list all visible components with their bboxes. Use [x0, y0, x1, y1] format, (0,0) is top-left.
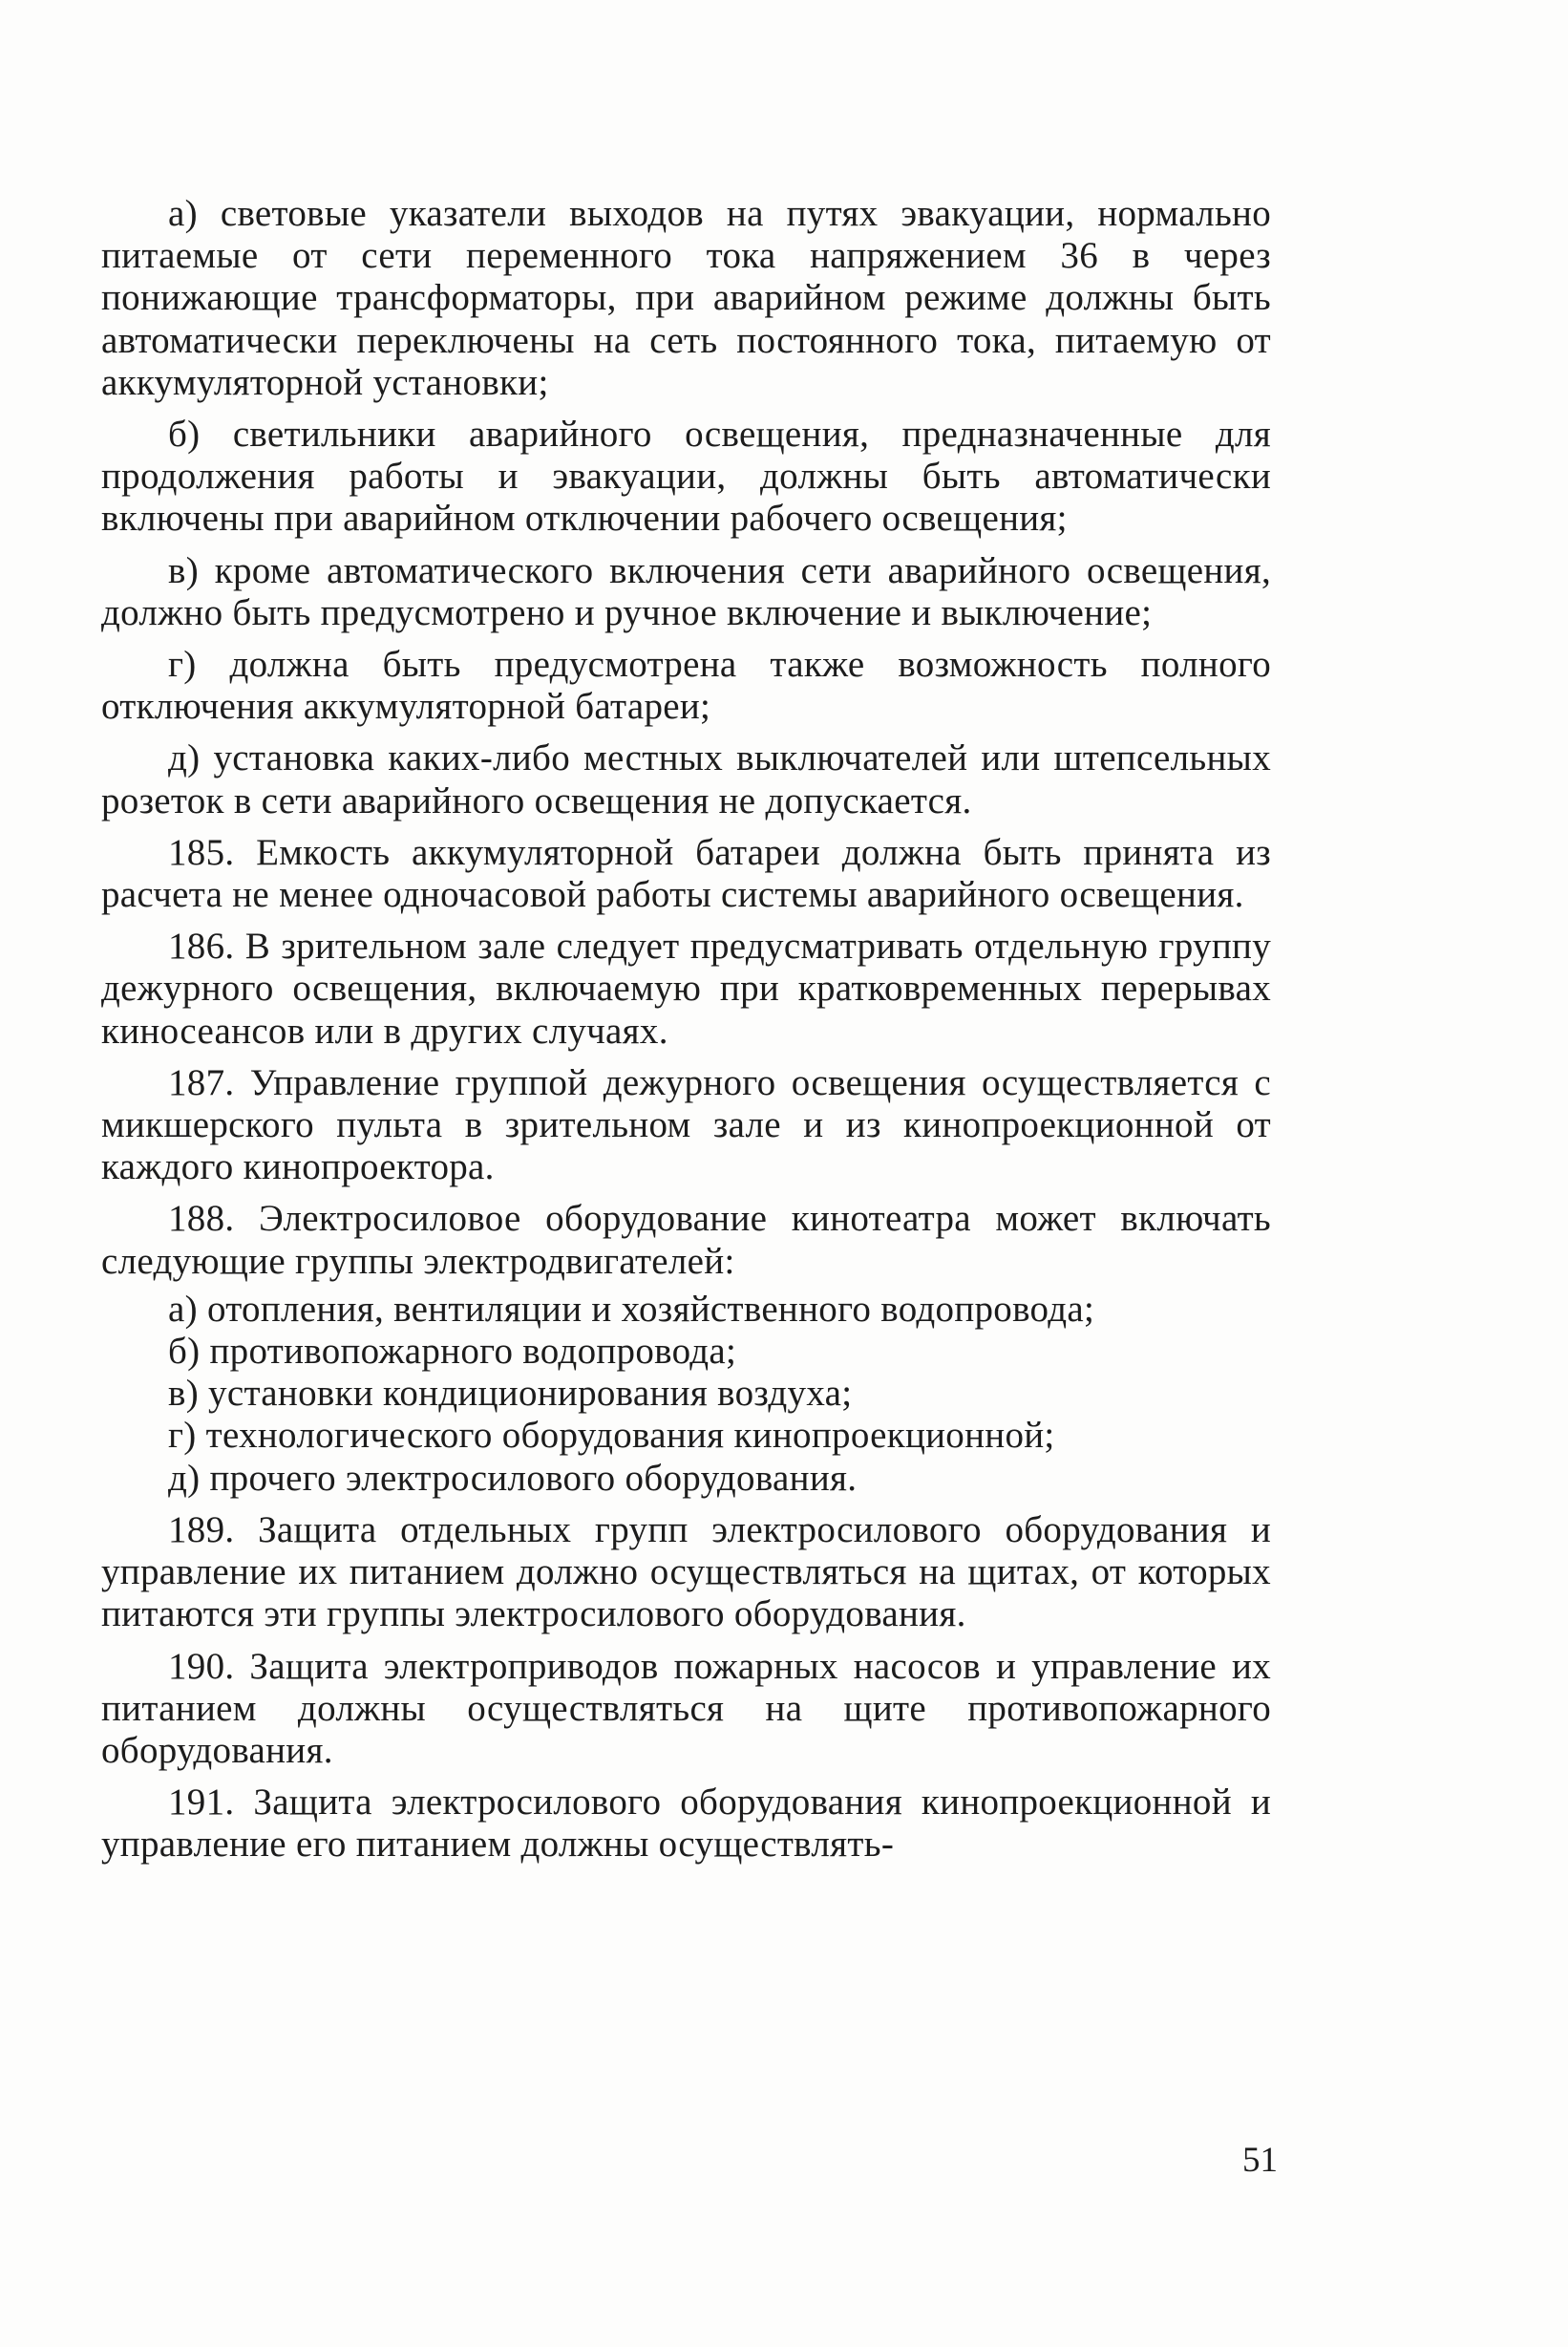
- paragraph-188: 188. Электросиловое оборудование кинотеатра может включать следующие группы электродвигателей:: [101, 1198, 1271, 1282]
- list-item: в) установки кондиционирования воздуха;: [168, 1373, 853, 1415]
- paragraph-186: 186. В зрительном зале следует предусматривать отдельную группу дежурного освещения, включаемую при кратковременных перерывах киносеансов или в других случаях.: [101, 926, 1271, 1052]
- paragraph-191: 191. Защита электросилового оборудования кинопроекционной и управление его питанием должны осуществлять-: [101, 1782, 1271, 1866]
- paragraph-item-g-battery-disconnect: г) должна быть предусмотрена также возможность полного отключения аккумуляторной батареи;: [101, 644, 1271, 728]
- paragraph-187: 187. Управление группой дежурного освещения осуществляется с микшерского пульта в зрительном зале и из кинопроекционной от каждого кинопроектора.: [101, 1061, 1271, 1188]
- list-item: а) отопления, вентиляции и хозяйственного водопровода;: [168, 1288, 1095, 1330]
- paragraph-189: 189. Защита отдельных групп электросилового оборудования и управление их питанием должно осуществляться на щитах, от которых питаются эти группы электросилового оборудования.: [101, 1508, 1271, 1635]
- list-item: г) технологического оборудования кинопроекционной;: [168, 1415, 1055, 1457]
- list-item: д) прочего электросилового оборудования.: [168, 1457, 858, 1499]
- list-188-motor-groups: [101, 1289, 1271, 1500]
- paragraph-185: 185. Емкость аккумуляторной батареи должна быть принята из расчета не менее одночасовой работы системы аварийного освещения.: [101, 831, 1271, 916]
- text-column: [101, 193, 1271, 1867]
- paragraph-190: 190. Защита электроприводов пожарных насосов и управление их питанием должны осуществляться на щите противопожарного оборудования.: [101, 1645, 1271, 1771]
- page-number: 51: [1242, 2141, 1278, 2180]
- paragraph-item-a-exit-signs: а) световые указатели выходов на путях эвакуации, нормально питаемые от сети переменного тока напряжением 36 в через понижающие трансформаторы, при аварийном режиме должны быть автоматически переключены на сеть постоянного тока, питаемую от аккумуляторной установки;: [101, 193, 1271, 403]
- paragraph-item-b-emergency-luminaires: б) светильники аварийного освещения, предназначенные для продолжения работы и эвакуации, должны быть автоматически включены при аварийном отключении рабочего освещения;: [101, 414, 1271, 540]
- list-item: б) противопожарного водопровода;: [168, 1331, 737, 1373]
- paragraph-item-v-manual-switching: в) кроме автоматического включения сети аварийного освещения, должно быть предусмотрено и ручное включение и выключение;: [101, 549, 1271, 633]
- paragraph-item-d-no-local-switches: д) установка каких-либо местных выключателей или штепсельных розеток в сети аварийного освещения не допускается.: [101, 737, 1271, 821]
